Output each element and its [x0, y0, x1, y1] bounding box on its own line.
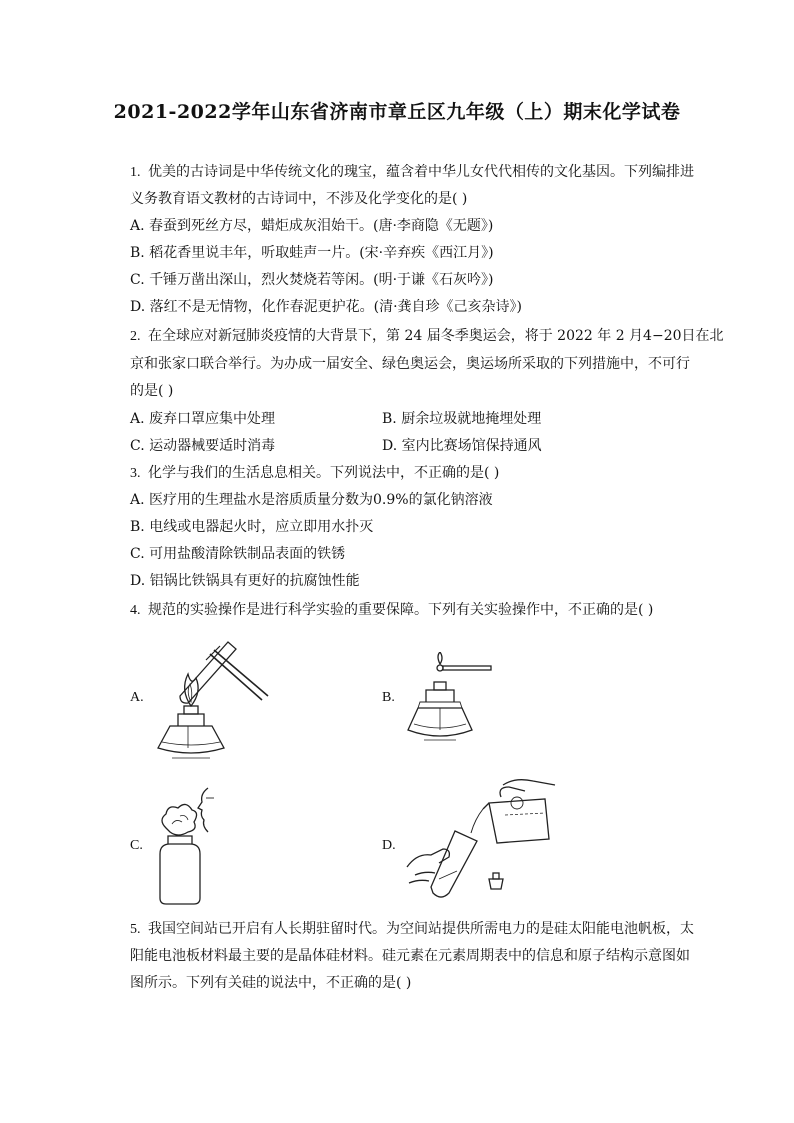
q2-option-c: C. 运动器械要适时消毒: [130, 438, 276, 454]
q4-option-d-label: D.: [382, 838, 396, 853]
q4-figure-d-pouring-liquid: [405, 775, 560, 905]
page-title: 2021-2022学年山东省济南市章丘区九年级（上）期末化学试卷: [113, 101, 681, 123]
q3-stem-line1: [130, 464, 499, 483]
q1-option-c: C. 千锤万凿出深山，烈火焚烧若等闲。(明·于谦《石灰吟》): [130, 272, 494, 288]
q1-stem-line1: [130, 163, 694, 182]
q2-stem-line3: 的是( ): [130, 383, 174, 399]
q1-stem-line2: 义务教育语文教材的古诗词中，不涉及化学变化的是( ): [130, 191, 468, 207]
q4-figure-b-lighting-lamp: [400, 652, 500, 752]
q4-stem-line1: [130, 601, 653, 620]
q4-figure-c-smelling-gas: [150, 780, 240, 910]
q5-stem-line2: 阳能电池板材料最主要的是晶体硅材料。硅元素在元素周期表中的信息和原子结构示意图如: [130, 948, 690, 964]
q1-option-a: A. 春蚕到死丝方尽，蜡炬成灰泪始干。(唐·李商隐《无题》): [130, 218, 494, 234]
q2-option-b: B. 厨余垃圾就地掩埋处理: [382, 411, 542, 427]
q5-stem-line1: [130, 920, 694, 939]
q1-option-b: B. 稻花香里说丰年，听取蛙声一片。(宋·辛弃疾《西江月》): [130, 245, 494, 261]
q2-stem-line2: 京和张家口联合举行。为办成一届安全、绿色奥运会，奥运场所采取的下列措施中，不可行: [130, 356, 690, 372]
q3-option-c: C. 可用盐酸清除铁制品表面的铁锈: [130, 546, 346, 562]
q3-option-a: A. 医疗用的生理盐水是溶质质量分数为0.9%的氯化钠溶液: [130, 492, 493, 508]
q2-stem-text1: 在全球应对新冠肺炎疫情的大背景下，第 24 届冬季奥运会，将于 2022 年 2 月4−20日在北: [148, 328, 724, 344]
q5-stem-text1: 我国空间站已开启有人长期驻留时代。为空间站提供所需电力的是硅太阳能电池帆板，太: [148, 921, 694, 937]
q4-option-a-label: A.: [130, 690, 144, 705]
q4-option-b-label: B.: [382, 690, 395, 705]
q3-number: 3.: [130, 466, 141, 481]
q2-stem-line1: [130, 327, 724, 346]
q3-option-b: B. 电线或电器起火时，应立即用水扑灭: [130, 519, 374, 535]
q3-option-d: D. 铝锅比铁锅具有更好的抗腐蚀性能: [130, 573, 360, 589]
q1-stem-text1: 优美的古诗词是中华传统文化的瑰宝，蕴含着中华儿女代代相传的文化基因。下列编排进: [148, 164, 694, 180]
q3-stem-text1: 化学与我们的生活息息相关。下列说法中，不正确的是( ): [148, 465, 500, 481]
q4-figure-a-heating-test-tube: [150, 630, 280, 770]
q1-option-d: D. 落红不是无情物，化作春泥更护花。(清·龚自珍《己亥杂诗》): [130, 299, 522, 315]
q1-number: 1.: [130, 165, 141, 180]
q2-option-d: D. 室内比赛场馆保持通风: [382, 438, 542, 454]
q2-option-a: A. 废弃口罩应集中处理: [130, 411, 276, 427]
q4-number: 4.: [130, 603, 141, 618]
q5-number: 5.: [130, 922, 141, 937]
q4-option-c-label: C.: [130, 838, 143, 853]
q5-stem-line3: 图所示。下列有关硅的说法中，不正确的是( ): [130, 975, 412, 991]
q2-number: 2.: [130, 329, 141, 344]
q4-stem-text1: 规范的实验操作是进行科学实验的重要保障。下列有关实验操作中，不正确的是( ): [148, 602, 654, 618]
